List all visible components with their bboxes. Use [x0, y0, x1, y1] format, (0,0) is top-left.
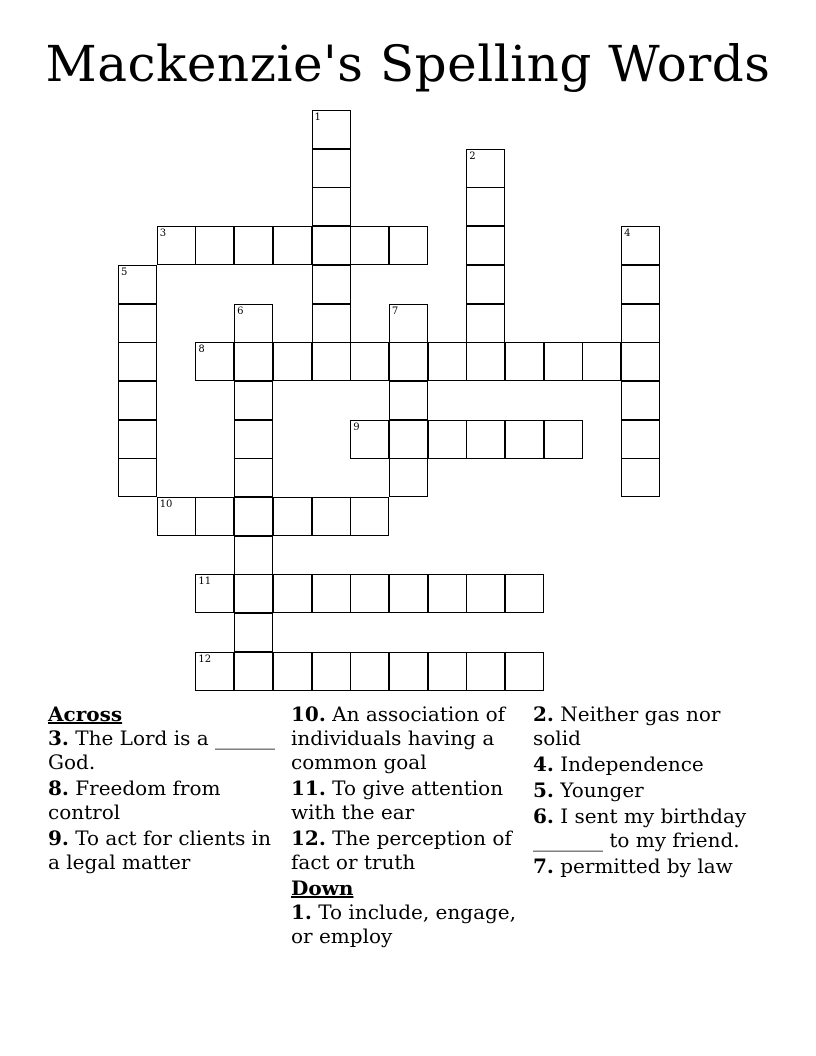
clue-number: 12: [198, 653, 212, 665]
down-heading: Down: [291, 876, 354, 900]
grid-cell[interactable]: [621, 304, 660, 343]
grid-cell[interactable]: [389, 342, 428, 381]
grid-cell[interactable]: [312, 304, 351, 343]
grid-cell[interactable]: [234, 574, 273, 613]
grid-cell[interactable]: [621, 420, 660, 459]
grid-cell[interactable]: [466, 265, 505, 304]
grid-cell[interactable]: [312, 187, 351, 226]
grid-cell[interactable]: [428, 652, 467, 691]
clue-number: 4: [624, 228, 631, 240]
grid-cell[interactable]: [118, 304, 157, 343]
grid-cell[interactable]: [389, 420, 428, 459]
clue-number: 7: [391, 305, 399, 317]
clue-number: 9: [353, 421, 360, 433]
grid-cell[interactable]: [544, 420, 583, 459]
grid-cell[interactable]: [505, 652, 544, 691]
grid-cell[interactable]: [582, 342, 621, 381]
grid-cell[interactable]: [389, 458, 428, 497]
grid-cell[interactable]: [312, 265, 351, 304]
grid-cell[interactable]: [466, 187, 505, 226]
grid-cell[interactable]: [544, 342, 583, 381]
grid-cell[interactable]: [195, 574, 234, 613]
clue-down-5: 5. Younger: [533, 778, 644, 802]
grid-cell[interactable]: [234, 458, 273, 497]
clue-across-9: 9. To act for clients in a legal matter: [48, 826, 271, 874]
grid-cell[interactable]: [195, 497, 234, 536]
grid-cell[interactable]: [466, 652, 505, 691]
grid-cell[interactable]: [505, 574, 544, 613]
clue-down-1: 1. To include, engage, or employ: [291, 900, 516, 948]
grid-cell[interactable]: [234, 420, 273, 459]
grid-cell[interactable]: [312, 652, 351, 691]
grid-cell[interactable]: [350, 574, 389, 613]
grid-cell[interactable]: [118, 342, 157, 381]
grid-cell[interactable]: [273, 342, 312, 381]
grid-cell[interactable]: [466, 304, 505, 343]
grid-cell[interactable]: [273, 497, 312, 536]
clues-column-2: [291, 702, 527, 950]
clue-number: 2: [469, 150, 476, 162]
grid-cell[interactable]: [157, 226, 196, 265]
grid-cell[interactable]: [350, 226, 389, 265]
grid-cell[interactable]: [389, 226, 428, 265]
grid-cell[interactable]: [312, 574, 351, 613]
grid-cell[interactable]: [234, 304, 273, 343]
grid-cell[interactable]: [312, 110, 351, 149]
grid-cell[interactable]: [312, 342, 351, 381]
clues-column-1: [48, 702, 278, 876]
grid-cell[interactable]: [118, 265, 157, 304]
grid-cell[interactable]: [273, 652, 312, 691]
grid-cell[interactable]: [428, 342, 467, 381]
grid-cell[interactable]: [389, 652, 428, 691]
grid-cell[interactable]: [195, 652, 234, 691]
grid-cell[interactable]: [234, 652, 273, 691]
clue-down-2: 2. Neither gas nor solid: [533, 702, 721, 750]
grid-cell[interactable]: [312, 149, 351, 188]
grid-cell[interactable]: [389, 304, 428, 343]
grid-cell[interactable]: [350, 342, 389, 381]
across-heading: Across: [48, 702, 123, 726]
grid-cell[interactable]: [428, 574, 467, 613]
grid-cell[interactable]: [312, 226, 351, 265]
grid-cell[interactable]: [466, 149, 505, 188]
grid-cell[interactable]: [118, 381, 157, 420]
grid-cell[interactable]: [273, 574, 312, 613]
clue-down-7: 7. permitted by law: [533, 854, 733, 878]
grid-cell[interactable]: [621, 458, 660, 497]
clue-down-6: 6. I sent my birthday _______ to my friend.: [533, 804, 747, 852]
grid-cell[interactable]: [389, 381, 428, 420]
grid-cell[interactable]: [234, 226, 273, 265]
grid-cell[interactable]: [234, 497, 273, 536]
grid-cell[interactable]: [466, 420, 505, 459]
clue-number: 8: [198, 344, 205, 356]
grid-cell[interactable]: [505, 420, 544, 459]
clue-across-8: 8. Freedom from control: [48, 776, 221, 824]
grid-cell[interactable]: [350, 652, 389, 691]
grid-cell[interactable]: [466, 342, 505, 381]
grid-cell[interactable]: [621, 265, 660, 304]
clue-across-10: 10. An association of individuals having a common goal: [291, 702, 506, 774]
grid-cell[interactable]: [312, 497, 351, 536]
clue-number: 6: [237, 305, 244, 317]
clue-across-12: 12. The perception of fact or truth: [291, 826, 512, 874]
clue-down-4: 4. Independence: [533, 752, 704, 776]
grid-cell[interactable]: [195, 342, 234, 381]
grid-cell[interactable]: [234, 536, 273, 575]
grid-cell[interactable]: [466, 226, 505, 265]
grid-cell[interactable]: [350, 497, 389, 536]
grid-cell[interactable]: [118, 458, 157, 497]
page-title: Mackenzie's Spelling Words: [45, 35, 771, 93]
clue-number: 5: [121, 266, 128, 278]
grid-cell[interactable]: [466, 574, 505, 613]
clue-number: 1: [314, 112, 321, 123]
grid-cell[interactable]: [350, 420, 389, 459]
grid-cell[interactable]: [234, 381, 273, 420]
grid-cell[interactable]: [118, 420, 157, 459]
grid-cell[interactable]: [195, 226, 234, 265]
grid-cell[interactable]: [621, 342, 660, 381]
grid-cell[interactable]: [389, 574, 428, 613]
clue-number: 11: [198, 576, 212, 588]
clue-number: 10: [159, 499, 173, 510]
grid-cell[interactable]: [505, 342, 544, 381]
grid-cell[interactable]: [621, 381, 660, 420]
grid-cell[interactable]: [157, 497, 196, 536]
grid-cell[interactable]: [234, 342, 273, 381]
clue-across-11: 11. To give attention with the ear: [291, 776, 504, 824]
grid-cell[interactable]: [428, 420, 467, 459]
clue-across-3: 3. The Lord is a ______ God.: [48, 726, 276, 774]
clues-column-3: [533, 702, 768, 880]
clue-number: 3: [159, 228, 167, 240]
grid-cell[interactable]: [234, 613, 273, 652]
grid-cell[interactable]: [273, 226, 312, 265]
grid-cell[interactable]: [621, 226, 660, 265]
